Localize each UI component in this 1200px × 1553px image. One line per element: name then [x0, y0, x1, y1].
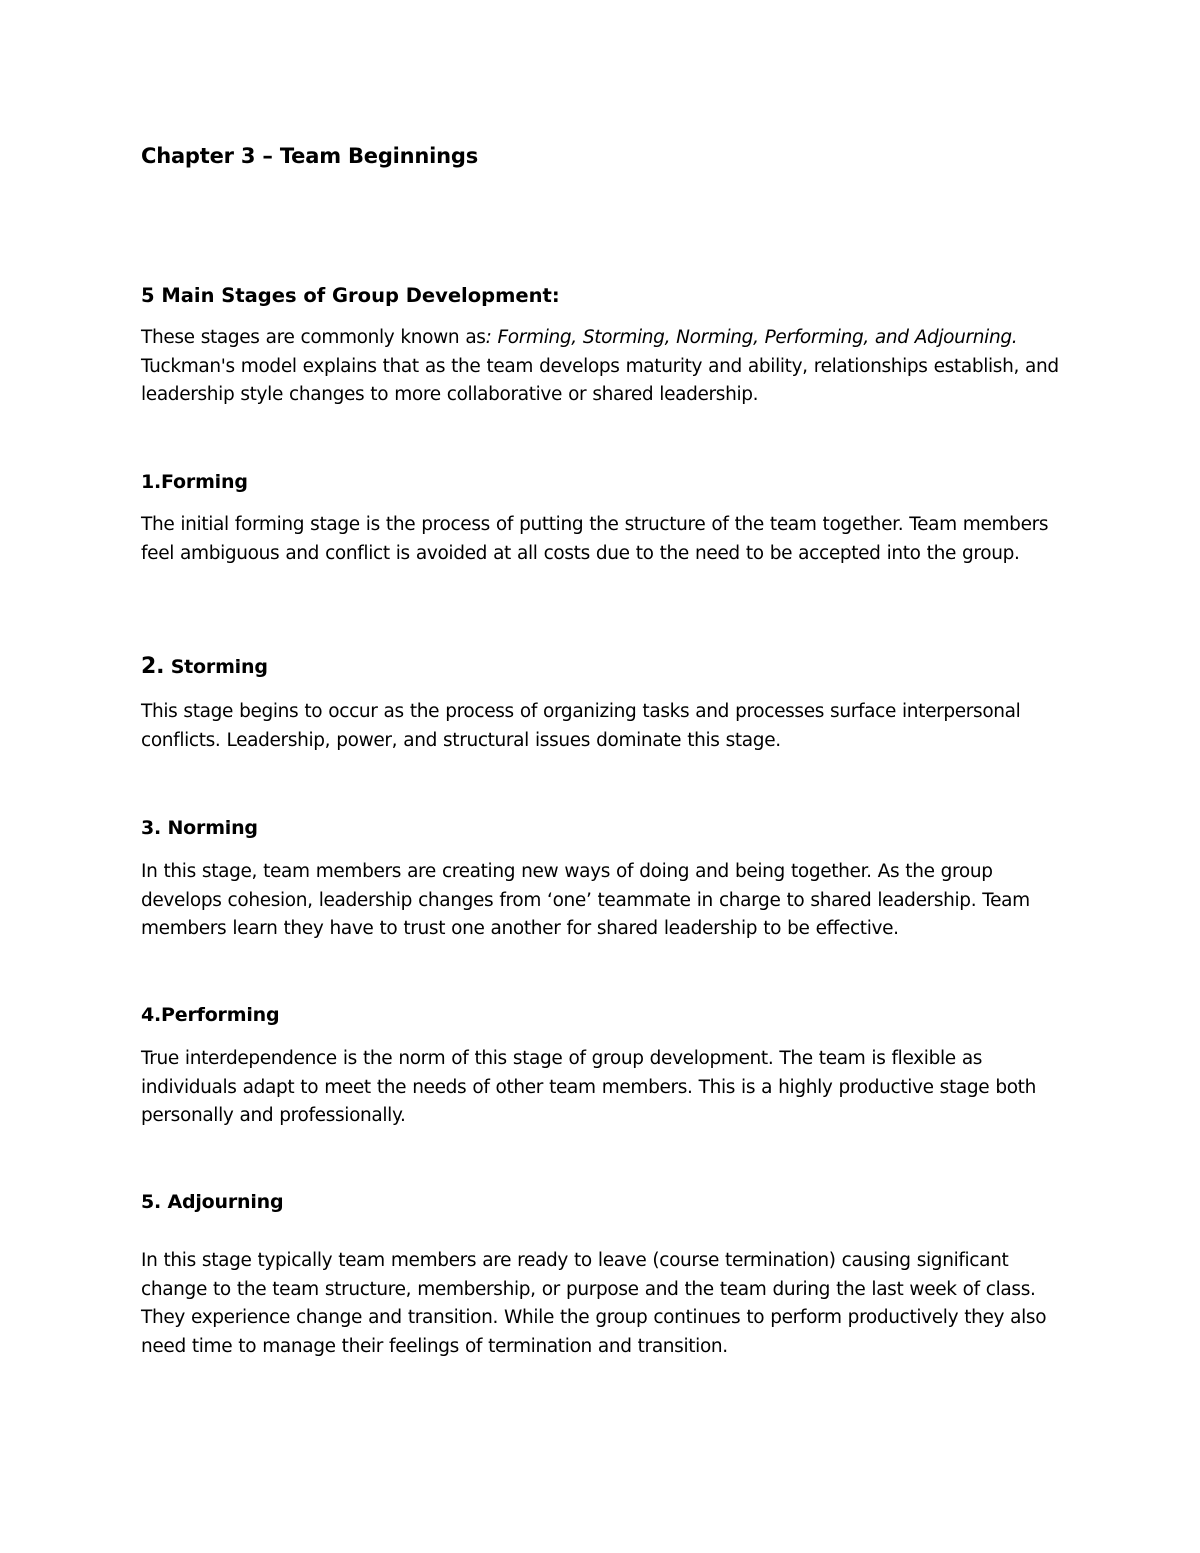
- stage-heading: [141, 1006, 1076, 1025]
- intro-heading-block: [141, 286, 1076, 306]
- intro-text-after: Tuckman's model explains that as the team develops maturity and ability, relationships establish, and leadership style changes to more collaborative or shared leadership.: [141, 355, 1059, 405]
- stage-heading: [141, 473, 1076, 492]
- stage-number: 2.: [141, 654, 165, 679]
- stage-3-paragraph-block: [141, 858, 1076, 944]
- stage-number: 1.: [141, 471, 162, 493]
- intro-italic-list: : Forming, Storming, Norming, Performing, and Adjourning.: [485, 327, 1018, 348]
- stage-5-paragraph-block: [141, 1247, 1076, 1361]
- stage-name: Adjourning: [167, 1191, 284, 1213]
- stage-heading: [141, 1193, 1076, 1212]
- stage-heading: [141, 656, 1076, 678]
- stage-name: Storming: [170, 656, 268, 678]
- stage-description: In this stage, team members are creating new ways of doing and being together. As the group develops cohesion, leadership changes from ‘one’ teammate in charge to shared leadership. Team members learn they have to trust one another for shared leadership to be effective.: [141, 861, 1030, 939]
- intro-heading: [141, 286, 1076, 306]
- chapter-title-block: [141, 146, 1076, 167]
- chapter-title: Chapter 3 – Team Beginnings: [141, 144, 479, 168]
- stage-description: This stage begins to occur as the process of organizing tasks and processes surface interpersonal conflicts. Leadership, power, and structural issues dominate this stage.: [141, 701, 1021, 751]
- stage-number: 3.: [141, 817, 162, 839]
- stage-3-heading-block: [141, 819, 1076, 838]
- stage-name: Forming: [161, 471, 248, 493]
- stage-heading: [141, 819, 1076, 838]
- stage-2-heading-block: [141, 656, 1076, 678]
- stage-description: In this stage typically team members are ready to leave (course termination) causing significant change to the team structure, membership, or purpose and the team during the last week of class. They experience change and transition. While the group continues to perform productively they also need time to manage their feelings of termination and transition.: [141, 1250, 1047, 1357]
- stage-4-paragraph-block: [141, 1045, 1076, 1131]
- intro-heading-text: 5 Main Stages of Group Development:: [141, 284, 560, 307]
- stage-number: 5.: [141, 1191, 162, 1213]
- intro-text-before: These stages are commonly known as: [141, 327, 486, 348]
- stage-1-paragraph-block: [141, 511, 1076, 568]
- intro-paragraph: [141, 324, 1076, 410]
- stage-1-heading-block: [141, 473, 1076, 492]
- stage-description: True interdependence is the norm of this stage of group development. The team is flexible as individuals adapt to meet the needs of other team members. This is a highly productive stage both personally and professionally.: [141, 1048, 1036, 1126]
- intro-paragraph-block: [141, 324, 1076, 410]
- stage-name: Performing: [161, 1004, 280, 1026]
- stage-name: Norming: [167, 817, 258, 839]
- stage-5-heading-block: [141, 1193, 1076, 1212]
- stage-2-paragraph-block: [141, 698, 1076, 755]
- stage-4-heading-block: [141, 1006, 1076, 1025]
- document-page: [141, 0, 1076, 1553]
- stage-description: The initial forming stage is the process of putting the structure of the team together. Team members feel ambiguous and conflict is avoided at all costs due to the need to be accepted into the group.: [141, 514, 1049, 564]
- stage-number: 4.: [141, 1004, 162, 1026]
